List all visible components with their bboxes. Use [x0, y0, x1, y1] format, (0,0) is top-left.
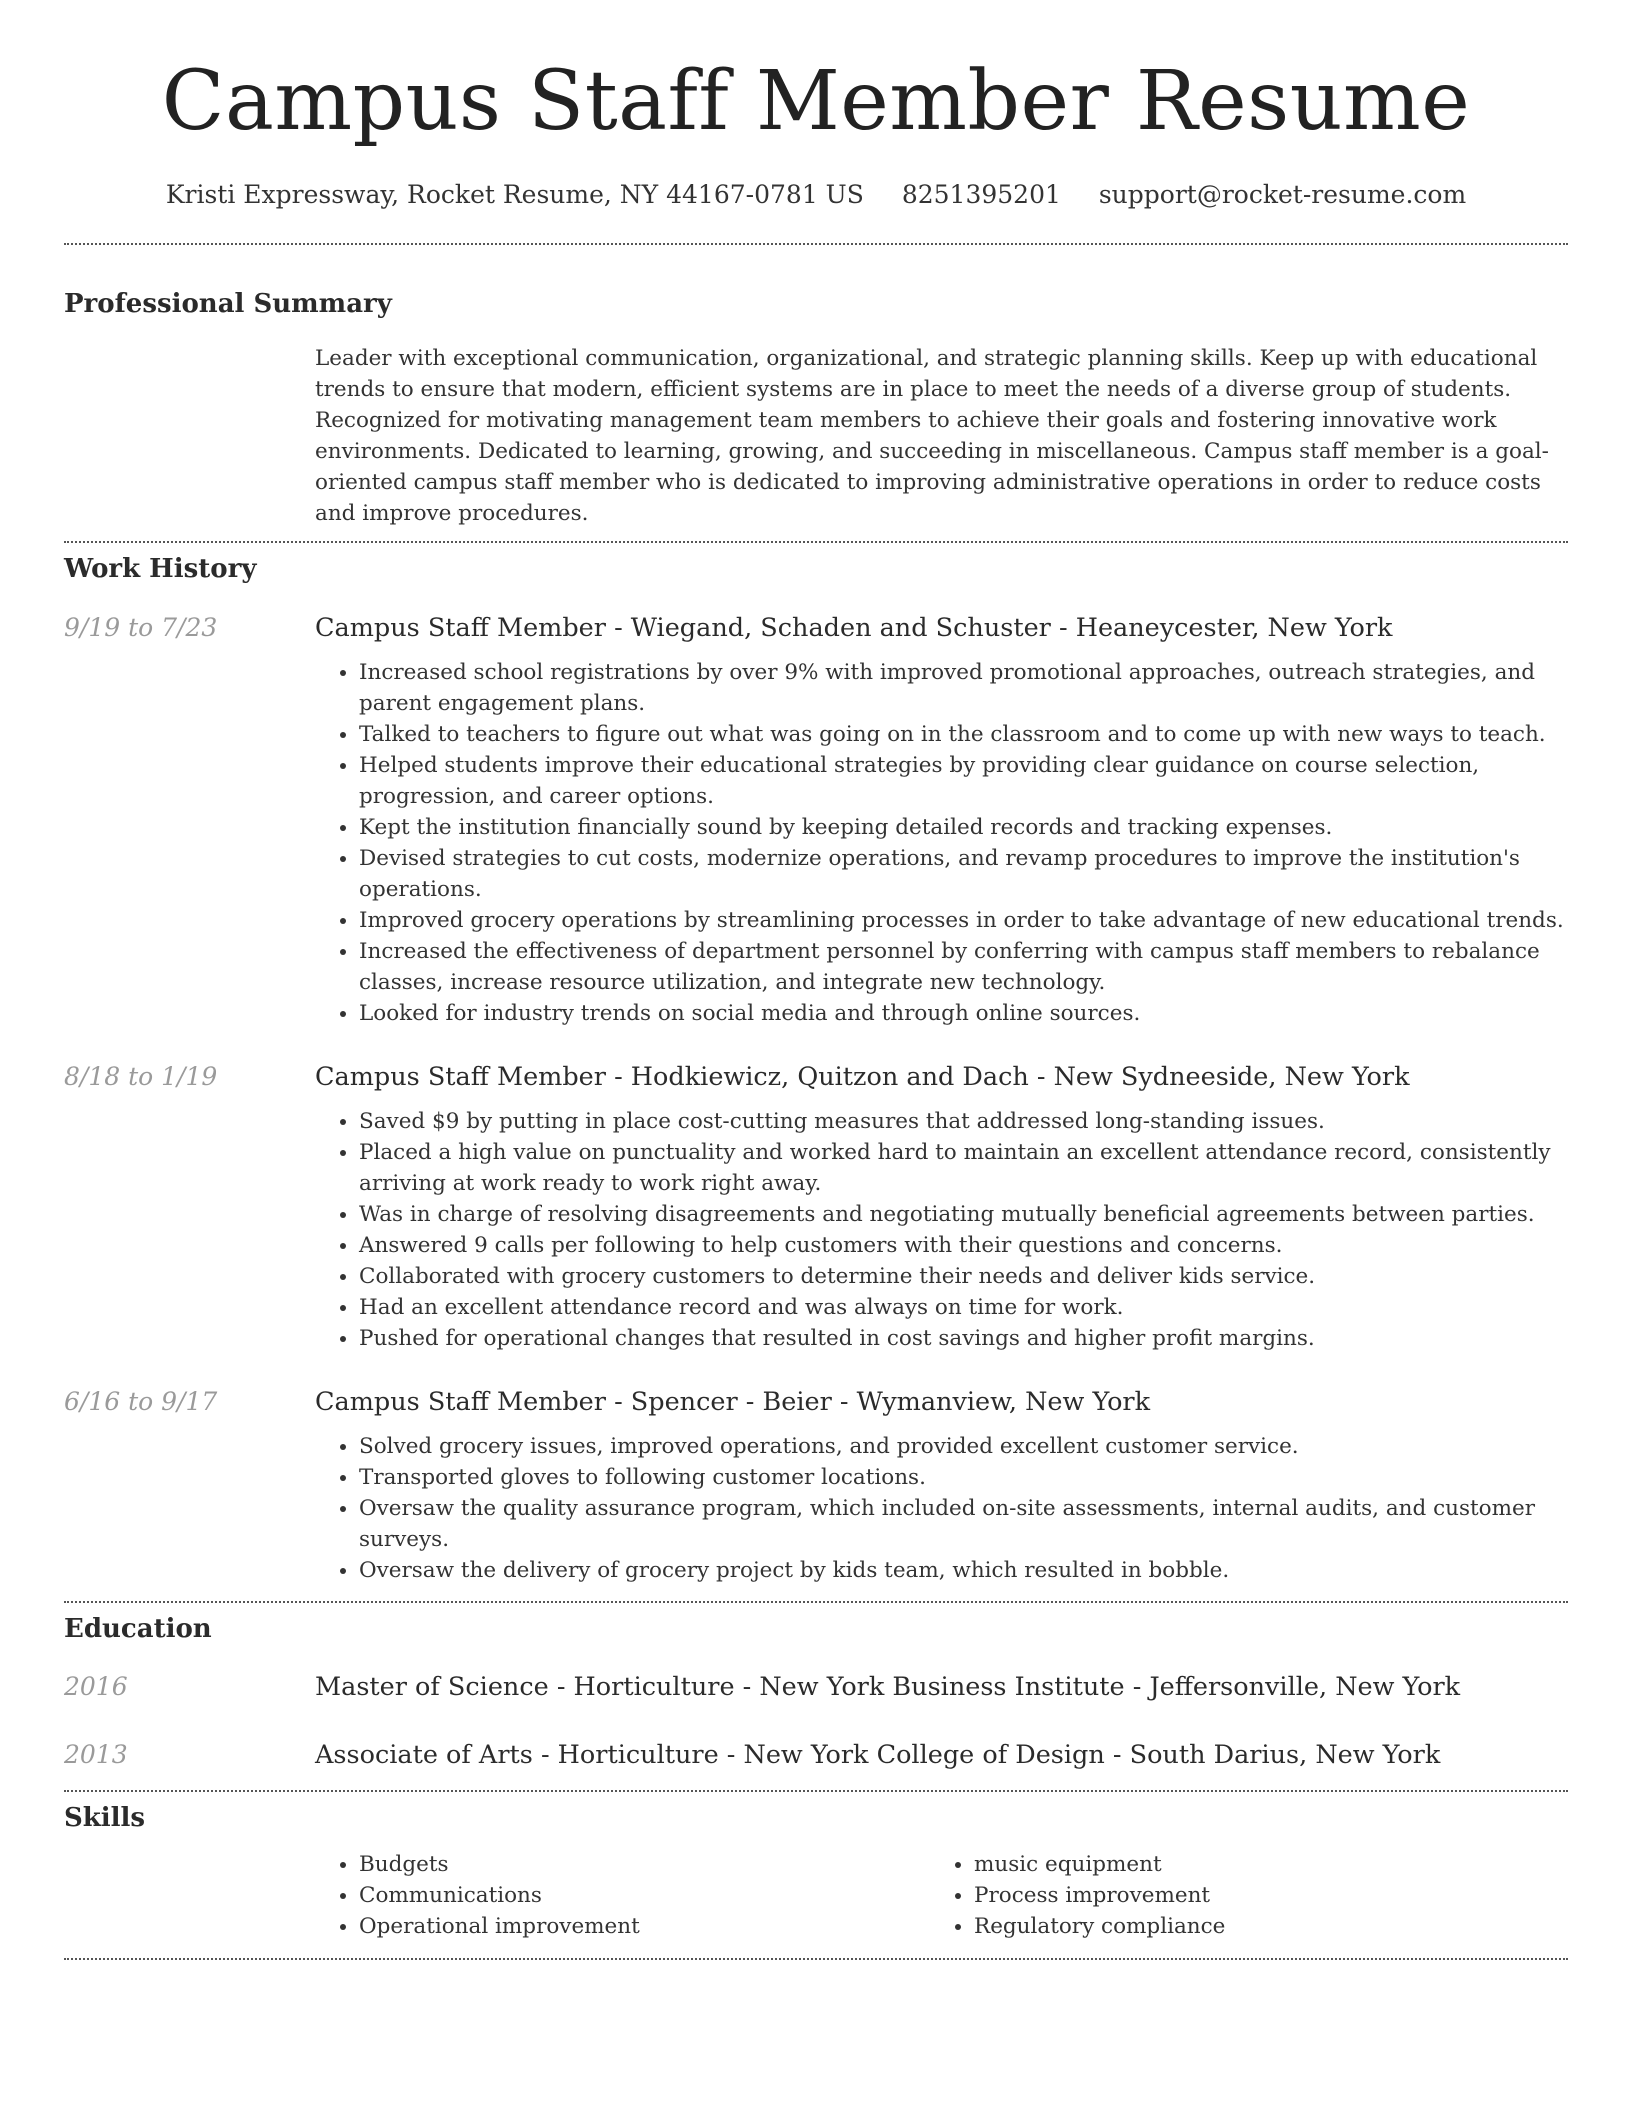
- divider: [64, 541, 1568, 543]
- list-item: • Devised strategies to cut costs, modernize operations, and revamp procedures to improve the institution's operations.: [359, 843, 1568, 905]
- skills-list: [315, 1849, 1568, 1942]
- skill-item: • Budgets: [359, 1849, 930, 1880]
- skill-item: • Regulatory compliance: [974, 1911, 1545, 1942]
- education-year: 2013: [64, 1740, 128, 1769]
- job-header: [315, 611, 1568, 645]
- contact-address: Kristi Expressway, Rocket Resume, NY 44167-0781 US: [165, 180, 864, 209]
- skill-item: • Communications: [359, 1880, 930, 1911]
- list-item: • Improved grocery operations by streamlining processes in order to take advantage of new educational trends.: [359, 905, 1568, 936]
- list-item: • Oversaw the quality assurance program, which included on-site assessments, internal audits, and customer surveys.: [359, 1493, 1568, 1555]
- education-year: 2016: [64, 1672, 128, 1701]
- education-details: - New York College of Design - South Darius, New York: [718, 1740, 1441, 1770]
- job-entry: [64, 1060, 1568, 1354]
- education-header: [315, 1738, 1568, 1772]
- education-degree: Associate of Arts - Horticulture: [315, 1740, 719, 1770]
- list-item: • Increased the effectiveness of department personnel by conferring with campus staff members to rebalance classes, increase resource utilization, and integrate new technology.: [359, 936, 1568, 998]
- education-content: [315, 1738, 1568, 1772]
- job-bullets: [315, 657, 1568, 1029]
- skills-column-left: [315, 1849, 930, 1942]
- skill-item: • Operational improvement: [359, 1911, 930, 1942]
- list-item: • Saved $9 by putting in place cost-cutting measures that addressed long-standing issues.: [359, 1106, 1568, 1137]
- job-dates: 6/16 to 9/17: [64, 1387, 218, 1416]
- list-item: • Placed a high value on punctuality and worked hard to maintain an excellent attendance record, consistently arriving at work ready to work right away.: [359, 1137, 1568, 1199]
- job-content: [315, 611, 1568, 1029]
- contact-email: support@rocket-resume.com: [1098, 180, 1467, 209]
- education-entry: [64, 1738, 1568, 1772]
- skills-column-right: [930, 1849, 1545, 1942]
- job-bullets: [315, 1106, 1568, 1354]
- job-content: [315, 1385, 1568, 1586]
- list-item: • Helped students improve their educational strategies by providing clear guidance on course selection, progression, and career options.: [359, 750, 1568, 812]
- list-item: • Oversaw the delivery of grocery project by kids team, which resulted in bobble.: [359, 1555, 1568, 1586]
- skill-item: • music equipment: [974, 1849, 1545, 1880]
- contact-line: [64, 178, 1568, 212]
- job-details: - Hodkiewicz, Quitzon and Dach - New Sydneeside, New York: [605, 1062, 1410, 1092]
- list-item: • Had an excellent attendance record and was always on time for work.: [359, 1292, 1568, 1323]
- divider: [64, 1790, 1568, 1792]
- list-item: • Talked to teachers to figure out what was going on in the classroom and to come up with new ways to teach.: [359, 719, 1568, 750]
- resume-page: [64, 0, 1568, 1960]
- education-entry: [64, 1670, 1568, 1704]
- job-details: - Wiegand, Schaden and Schuster - Heaneycester, New York: [605, 613, 1393, 643]
- job-entry: [64, 1385, 1568, 1586]
- job-entry: [64, 611, 1568, 1029]
- list-item: • Solved grocery issues, improved operations, and provided excellent customer service.: [359, 1431, 1568, 1462]
- list-item: • Pushed for operational changes that resulted in cost savings and higher profit margins.: [359, 1323, 1568, 1354]
- education-degree: Master of Science - Horticulture: [315, 1672, 735, 1702]
- list-item: • Answered 9 calls per following to help customers with their questions and concerns.: [359, 1230, 1568, 1261]
- job-title: Campus Staff Member: [315, 1387, 606, 1417]
- work-history-heading: Work History: [64, 554, 257, 584]
- education-header: [315, 1670, 1568, 1704]
- summary-heading: Professional Summary: [64, 289, 392, 319]
- job-details: - Spencer - Beier - Wymanview, New York: [605, 1387, 1151, 1417]
- education-details: - New York Business Institute - Jeffersonville, New York: [734, 1672, 1461, 1702]
- skill-item: • Process improvement: [974, 1880, 1545, 1911]
- contact-phone: 8251395201: [901, 180, 1061, 209]
- job-content: [315, 1060, 1568, 1354]
- summary-text: Leader with exceptional communication, organizational, and strategic planning skills. Keep up with educational trends to ensure that modern, efficient systems are in place to meet the needs of a diverse group of students. Recognized for motivating management team members to achieve their goals and fostering innovative work environments. Dedicated to learning, growing, and succeeding in miscellaneous. Campus staff member is a goal-oriented campus staff member who is dedicated to improving administrative operations in order to reduce costs and improve procedures.: [315, 346, 1549, 526]
- list-item: • Was in charge of resolving disagreements and negotiating mutually beneficial agreements between parties.: [359, 1199, 1568, 1230]
- divider: [64, 243, 1568, 245]
- education-heading: Education: [64, 1614, 212, 1644]
- education-content: [315, 1670, 1568, 1704]
- divider: [64, 1601, 1568, 1603]
- list-item: • Transported gloves to following customer locations.: [359, 1462, 1568, 1493]
- job-dates: 9/19 to 7/23: [64, 613, 218, 642]
- list-item: • Increased school registrations by over 9% with improved promotional approaches, outreach strategies, and parent engagement plans.: [359, 657, 1568, 719]
- skills-heading: Skills: [64, 1803, 146, 1833]
- resume-title: Campus Staff Member Resume: [161, 54, 1471, 149]
- job-dates: 8/18 to 1/19: [64, 1062, 218, 1091]
- job-header: [315, 1385, 1568, 1419]
- divider: [64, 1958, 1568, 1960]
- list-item: • Kept the institution financially sound by keeping detailed records and tracking expenses.: [359, 812, 1568, 843]
- job-title: Campus Staff Member: [315, 613, 606, 643]
- job-title: Campus Staff Member: [315, 1062, 606, 1092]
- job-header: [315, 1060, 1568, 1094]
- list-item: • Looked for industry trends on social media and through online sources.: [359, 998, 1568, 1029]
- job-bullets: [315, 1431, 1568, 1586]
- list-item: • Collaborated with grocery customers to determine their needs and deliver kids service.: [359, 1261, 1568, 1292]
